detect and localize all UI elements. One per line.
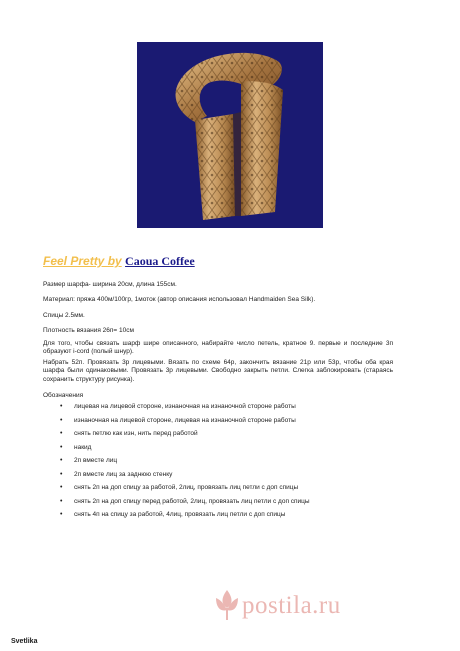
legend-item [60,430,380,444]
legend-item [60,471,380,485]
bullet-icon: • [60,416,63,424]
legend-list [60,403,380,525]
legend-heading: Обозначения [43,392,84,399]
needles-line: Спицы 2.5мм. [43,312,85,319]
title-feel-pretty[interactable]: Feel Pretty by [43,254,122,268]
legend-item-text: снять 2п на доп спицу за работой, 2лиц, провязать лиц петли с доп спицы [74,484,299,491]
legend-item-text: снять 4п на спицу за работой, 4лиц, провязать лиц петли с доп спицы [74,511,286,518]
bullet-icon: • [60,430,63,437]
gauge-line: Плотность вязания 26п= 10см [43,327,134,334]
legend-item [60,444,380,458]
legend-item [60,484,380,498]
bullet-icon: • [60,511,63,518]
bullet-icon: • [60,470,63,478]
material-line: Материал: пряжа 400м/100гр, 1моток (автор описания использовал Handmaiden Sea Silk). [43,296,316,303]
knitting-instructions: Набрать 52п. Провязать 3р лицевыми. Вязать по схеме 64р, закончить вязание 21р или 53р, чтобы оба края шарфа были одинаковыми. Провязать 3р лицевыми. Свободно закрыть петли. Слегка заблокировать (стараясь сохранить структуру рисунка). [43,359,393,383]
bullet-icon: • [60,457,63,464]
postila-watermark: postila.ru [242,592,341,619]
legend-item-text: изнаночная на лицевой стороне, лицевая на изнаночной стороне работы [74,416,296,424]
legend-item-text: 2п вместе лиц за заднюю стенку [74,470,173,478]
bullet-icon: • [60,443,63,451]
legend-item-text: снять петлю как изн, нить перед работой [74,430,198,437]
bullet-icon: • [60,484,63,491]
postila-logo-icon [212,588,242,622]
width-instructions: Для того, чтобы связать шарф шире описанного, набирайте число петель, кратное 9. первые и последние 3п образуют i-cord (полый шнур). [43,340,393,356]
legend-item [60,457,380,471]
legend-item-text: накид [74,443,92,451]
scarf-illustration [137,42,323,228]
footer-author: Svetlika [11,638,38,645]
size-line: Размер шарфа- ширина 20см, длина 155см. [43,281,177,288]
pattern-title [43,254,195,269]
legend-item [60,417,380,431]
bullet-icon: • [60,403,63,410]
scarf-photo [137,42,323,228]
legend-item [60,511,380,525]
legend-item [60,498,380,512]
legend-item [60,403,380,417]
legend-item-text: 2п вместе лиц [74,457,118,464]
bullet-icon: • [60,497,63,505]
legend-item-text: снять 2п на доп спицу перед работой, 2лиц, провязать лиц петли с доп спицы [74,497,310,505]
legend-item-text: лицевая на лицевой стороне, изнаночная на изнаночной стороне работы [74,403,296,410]
title-author-link[interactable]: Caoua Coffee [125,254,195,268]
